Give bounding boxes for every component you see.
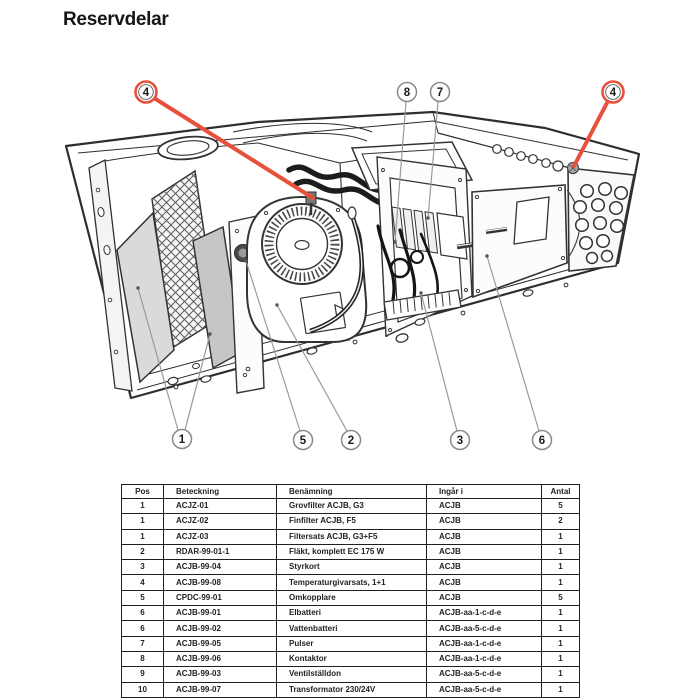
table-cell: Grovfilter ACJB, G3 (277, 499, 427, 514)
table-cell: 1 (542, 682, 580, 697)
table-row (122, 514, 580, 529)
table-row (122, 606, 580, 621)
table-row (122, 575, 580, 590)
table-cell: ACJB-99-03 (164, 667, 277, 682)
table-cell: Ventilställdon (277, 667, 427, 682)
table-cell: 1 (542, 529, 580, 544)
svg-text:4: 4 (142, 86, 150, 99)
table-cell: ACJB-99-06 (164, 651, 277, 666)
svg-text:7: 7 (436, 86, 444, 99)
table-cell: Finfilter ACJB, F5 (277, 514, 427, 529)
table-cell: 5 (542, 590, 580, 605)
table-cell: 5 (542, 499, 580, 514)
column-header-pos: Pos (122, 485, 164, 499)
table-row (122, 667, 580, 682)
table-row (122, 499, 580, 514)
table-row (122, 529, 580, 544)
table-cell: 3 (122, 560, 164, 575)
table-cell: CPDC-99-01 (164, 590, 277, 605)
column-header-antal: Antal (542, 485, 580, 499)
column-header-ing-r-i: Ingår i (427, 485, 542, 499)
table-cell: Omkopplare (277, 590, 427, 605)
table-cell: ACJB-99-01 (164, 606, 277, 621)
table-cell: ACJB (427, 575, 542, 590)
table-cell: ACJB-99-04 (164, 560, 277, 575)
table-cell: 2 (542, 514, 580, 529)
table-cell: ACJB-aa-1-c-d-e (427, 606, 542, 621)
page-title: Reservdelar (63, 9, 169, 30)
table-cell: 7 (122, 636, 164, 651)
table-row (122, 590, 580, 605)
table-cell: ACJB (427, 499, 542, 514)
table-cell: Temperaturgivarsats, 1+1 (277, 575, 427, 590)
table-cell: ACJB-99-05 (164, 636, 277, 651)
table-cell: ACJB-aa-1-c-d-e (427, 636, 542, 651)
table-cell: ACJZ-01 (164, 499, 277, 514)
table-cell: Elbatteri (277, 606, 427, 621)
table-cell: ACJB (427, 529, 542, 544)
table-cell: ACJB (427, 560, 542, 575)
table-cell: ACJB (427, 514, 542, 529)
table-cell: 1 (542, 636, 580, 651)
table-cell: 1 (542, 667, 580, 682)
table-cell: 1 (122, 529, 164, 544)
column-header-ben-mning: Benämning (277, 485, 427, 499)
table-cell: 1 (542, 560, 580, 575)
table-cell: ACJB-99-02 (164, 621, 277, 636)
table-cell: ACJB-99-07 (164, 682, 277, 697)
table-row (122, 651, 580, 666)
table-cell: 5 (122, 590, 164, 605)
table-cell: 2 (122, 544, 164, 559)
table-cell: ACJB-aa-5-c-d-e (427, 667, 542, 682)
svg-text:3: 3 (456, 434, 464, 447)
table-cell: ACJZ-03 (164, 529, 277, 544)
column-header-beteckning: Beteckning (164, 485, 277, 499)
perforated-end-panel (567, 168, 634, 271)
table-row (122, 621, 580, 636)
table-cell: ACJB-aa-5-c-d-e (427, 682, 542, 697)
svg-text:8: 8 (403, 86, 411, 99)
table-cell: 8 (122, 651, 164, 666)
table-cell: 1 (122, 499, 164, 514)
table-cell: 6 (122, 606, 164, 621)
table-cell: Transformator 230/24V (277, 682, 427, 697)
table-cell: 1 (122, 514, 164, 529)
table-cell: 9 (122, 667, 164, 682)
table-row (122, 682, 580, 697)
table-cell: ACJB-aa-1-c-d-e (427, 651, 542, 666)
table-cell: Pulser (277, 636, 427, 651)
table-cell: 1 (542, 621, 580, 636)
table-cell: Filtersats ACJB, G3+F5 (277, 529, 427, 544)
table-cell: ACJZ-02 (164, 514, 277, 529)
svg-text:6: 6 (538, 434, 546, 447)
svg-text:2: 2 (347, 434, 355, 447)
svg-text:5: 5 (299, 434, 307, 447)
table-cell: ACJB-aa-5-c-d-e (427, 621, 542, 636)
table-cell: ACJB (427, 544, 542, 559)
svg-text:4: 4 (609, 86, 617, 99)
table-cell: 10 (122, 682, 164, 697)
table-cell: Styrkort (277, 560, 427, 575)
table-cell: 1 (542, 606, 580, 621)
table-cell: Vattenbatteri (277, 621, 427, 636)
table-cell: 6 (122, 621, 164, 636)
table-cell: 1 (542, 575, 580, 590)
table-row (122, 636, 580, 651)
table-cell: RDAR-99-01-1 (164, 544, 277, 559)
svg-text:1: 1 (178, 433, 186, 446)
table-cell: ACJB-99-08 (164, 575, 277, 590)
table-cell: Fläkt, komplett EC 175 W (277, 544, 427, 559)
table-header-row (122, 485, 580, 499)
table-cell: 4 (122, 575, 164, 590)
table-cell: ACJB (427, 590, 542, 605)
table-cell: 1 (542, 651, 580, 666)
table-cell: 1 (542, 544, 580, 559)
parts-table (121, 484, 580, 698)
table-row (122, 544, 580, 559)
table-cell: Kontaktor (277, 651, 427, 666)
table-row (122, 560, 580, 575)
